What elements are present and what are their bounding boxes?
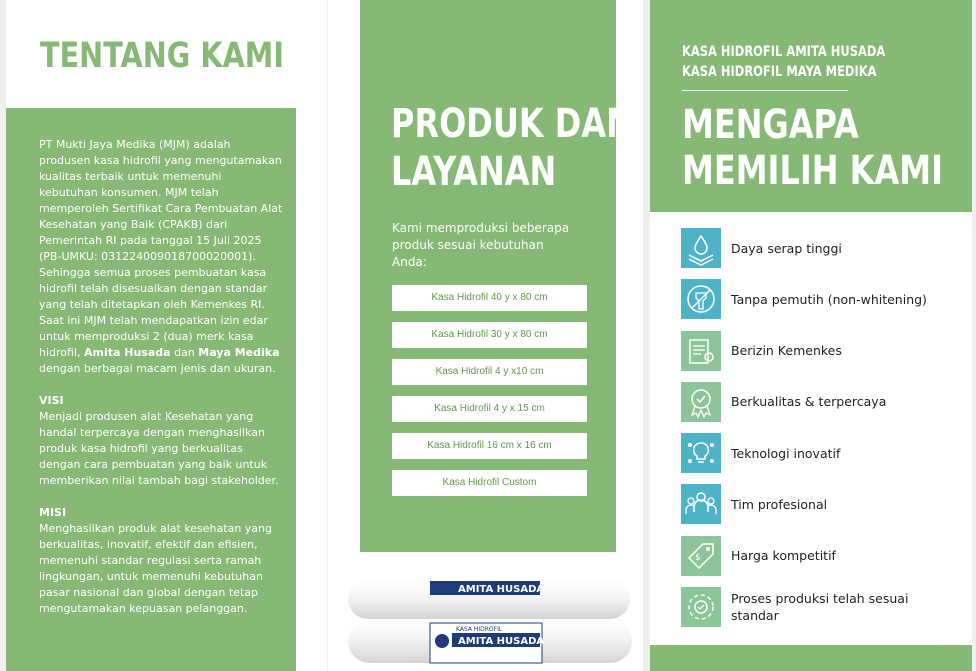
product-item-4x15[interactable]: Kasa Hidrofil 4 y x 15 cm bbox=[392, 396, 587, 422]
panel-mengapa-memilih-kami bbox=[650, 0, 972, 671]
divider bbox=[682, 90, 848, 91]
roll-brand-label: AMITA HUSADA bbox=[458, 636, 545, 647]
roll-small-label: KASA HIDROFIL bbox=[456, 626, 503, 633]
innovation-bulb-icon bbox=[681, 433, 721, 473]
panel-produk-layanan bbox=[328, 0, 643, 671]
panel-tentang-kami bbox=[6, 0, 327, 671]
brand-lines: KASA HIDROFIL AMITA HUSADA KASA HIDROFIL MAYA MEDIKA bbox=[682, 44, 886, 80]
visi-section bbox=[39, 393, 283, 489]
absorb-icon bbox=[681, 228, 721, 268]
section-title-tentang-kami: TENTANG KAMI bbox=[40, 36, 285, 76]
feature-item: Berizin Kemenkes bbox=[681, 331, 961, 371]
product-list bbox=[392, 285, 587, 507]
quality-badge-icon bbox=[681, 382, 721, 422]
process-gear-icon bbox=[681, 587, 721, 627]
green-footer-bar bbox=[650, 645, 972, 671]
feature-item: Daya serap tinggi bbox=[681, 228, 961, 268]
certificate-icon bbox=[681, 331, 721, 371]
brand-amita-husada: Amita Husada bbox=[84, 346, 171, 359]
price-tag-icon bbox=[681, 536, 721, 576]
feature-item: $ Harga kompetitif bbox=[681, 536, 961, 576]
visi-heading: VISI bbox=[39, 394, 64, 407]
gauze-roll-product-image bbox=[346, 575, 636, 671]
feature-list bbox=[681, 228, 961, 638]
roll-brand-label-top: AMITA HUSADA bbox=[458, 584, 545, 595]
misi-text: Menghasilkan produk alat kesehatan yang berkualitas, inovatif, efektif dan efisien, memenuhi standar regulasi serta ramah lingkungan, untuk memenuhi kebutuhan pasar nasional dan global dengan tetap mengutamakan kepuasan pelanggan. bbox=[39, 522, 272, 615]
feature-item: Tim profesional bbox=[681, 484, 961, 524]
products-intro: Kami memproduksi beberapa produk sesuai kebutuhan Anda: bbox=[392, 221, 570, 269]
svg-text:$: $ bbox=[695, 552, 701, 563]
no-bleach-icon bbox=[681, 279, 721, 319]
feature-item: Berkualitas & terpercaya bbox=[681, 382, 961, 422]
product-item-40x80[interactable]: Kasa Hidrofil 40 y x 80 cm bbox=[392, 285, 587, 311]
team-icon bbox=[681, 484, 721, 524]
feature-item: Proses produksi telah sesuai standar bbox=[681, 587, 961, 627]
misi-heading: MISI bbox=[39, 506, 67, 519]
section-title-produk: PRODUK DAN LAYANAN bbox=[391, 101, 633, 195]
section-title-mengapa: MENGAPA MEMILIH KAMI bbox=[682, 102, 943, 194]
visi-text: Menjadi produsen alat Kesehatan yang handal terpercaya dengan menghasilkan produk kasa hidrofil yang berkualitas dengan cara pembuatan yang baik untuk memberikan nilai tambah bagi stakeholder. bbox=[39, 410, 279, 487]
product-item-custom[interactable]: Kasa Hidrofil Custom bbox=[392, 470, 587, 496]
about-intro: PT Mukti Jaya Medika (MJM) adalah produsen kasa hidrofil yang mengutamakan kualitas terbaik untuk memenuhi kebutuhan konsumen. MJM telah memperoleh Sertifikat Cara Pembuatan Alat Kesehatan yang Baik (CPAKB) dari Pemerintah RI pada tanggal 15 Juli 2025 (PB-UMKU: 031224009018700020001). Sehingga semua proses pembuatan kasa hidrofil telah disesuaikan dengan standar yang telah ditetapkan oleh Kemenkes RI. Saat ini MJM telah mendapatkan izin edar untuk memproduksi 2 (dua) merk kasa hidrofil, Amita Husada dan Maya Medika dengan berbagai macam jenis dan ukuran. bbox=[39, 138, 283, 375]
feature-item: Teknologi inovatif bbox=[681, 433, 961, 473]
brand-maya-medika: Maya Medika bbox=[198, 346, 280, 359]
product-item-30x80[interactable]: Kasa Hidrofil 30 y x 80 cm bbox=[392, 322, 587, 348]
misi-section bbox=[39, 505, 283, 617]
feature-item: Tanpa pemutih (non-whitening) bbox=[681, 279, 961, 319]
product-item-4x10[interactable]: Kasa Hidrofil 4 y x10 cm bbox=[392, 359, 587, 385]
product-item-16x16[interactable]: Kasa Hidrofil 16 cm x 16 cm bbox=[392, 433, 587, 459]
about-text bbox=[39, 137, 283, 633]
